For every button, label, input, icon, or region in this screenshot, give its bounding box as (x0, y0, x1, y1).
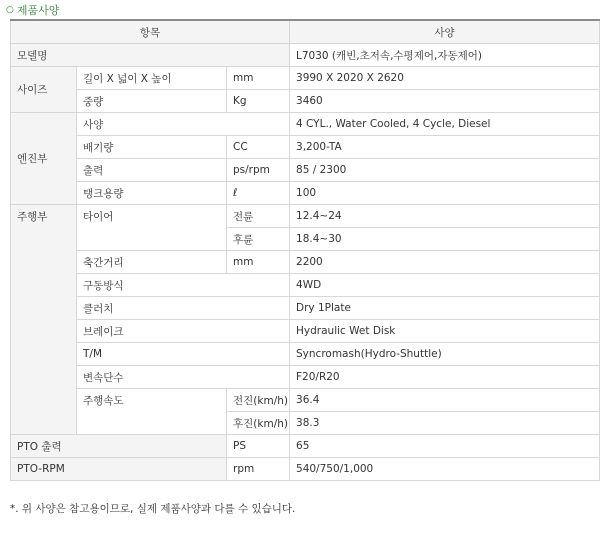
pto-rpm-unit: rpm (227, 458, 290, 481)
disclaimer-note: *. 위 사양은 참고용이므로, 실제 제품사양과 다를 수 있습니다. (10, 503, 296, 515)
section-title (6, 3, 59, 17)
speed-rev-value: 38.3 (290, 412, 600, 435)
table-row (11, 44, 600, 67)
pto-rpm-label: PTO-RPM (11, 458, 227, 481)
weight-label: 중량 (77, 90, 227, 113)
pto-output-label: PTO 출력 (11, 435, 227, 458)
wheelbase-label: 축간거리 (77, 251, 227, 274)
tire-label: 타이어 (77, 205, 227, 251)
output-label: 출력 (77, 159, 227, 182)
tire-front-label: 전륜 (227, 205, 290, 228)
table-row (11, 90, 600, 113)
model-value: L7030 (캐빈,초저속,수평제어,자동제어) (290, 44, 600, 67)
table-row (11, 297, 600, 320)
displacement-label: 배기량 (77, 136, 227, 159)
weight-value: 3460 (290, 90, 600, 113)
table-row (11, 320, 600, 343)
gears-label: 변속단수 (77, 366, 290, 389)
drive-type-label: 구동방식 (77, 274, 290, 297)
table-row (11, 366, 600, 389)
dimensions-value: 3990 X 2020 X 2620 (290, 67, 600, 90)
table-header-row (11, 20, 600, 44)
pto-output-value: 65 (290, 435, 600, 458)
table-row (11, 274, 600, 297)
table-row (11, 205, 600, 228)
engine-group-label: 엔진부 (11, 113, 77, 205)
displacement-unit: CC (227, 136, 290, 159)
table-row (11, 343, 600, 366)
tm-value: Syncromash(Hydro-Shuttle) (290, 343, 600, 366)
table-row (11, 113, 600, 136)
header-spec: 사양 (290, 20, 600, 44)
tm-label: T/M (77, 343, 290, 366)
pto-rpm-value: 540/750/1,000 (290, 458, 600, 481)
tire-rear-value: 18.4~30 (290, 228, 600, 251)
table-row (11, 67, 600, 90)
tank-unit: ℓ (227, 182, 290, 205)
table-row (11, 458, 600, 481)
output-unit: ps/rpm (227, 159, 290, 182)
table-row (11, 389, 600, 412)
size-group-label: 사이즈 (11, 67, 77, 113)
drive-group-label: 주행부 (11, 205, 77, 435)
tank-value: 100 (290, 182, 600, 205)
speed-label: 주행속도 (77, 389, 227, 435)
dimensions-label: 길이 X 넓이 X 높이 (77, 67, 227, 90)
circle-bullet-icon: ○ (6, 4, 14, 15)
engine-spec-label: 사양 (77, 113, 290, 136)
brake-label: 브레이크 (77, 320, 290, 343)
tank-label: 탱크용량 (77, 182, 227, 205)
header-item: 항목 (11, 20, 290, 44)
speed-rev-label: 후진(km/h) (227, 412, 290, 435)
spec-table (10, 19, 600, 481)
speed-fwd-label: 전진(km/h) (227, 389, 290, 412)
section-title-text: 제품사양 (16, 4, 60, 17)
brake-value: Hydraulic Wet Disk (290, 320, 600, 343)
model-label: 모델명 (11, 44, 290, 67)
clutch-label: 클러치 (77, 297, 290, 320)
weight-unit: Kg (227, 90, 290, 113)
clutch-value: Dry 1Plate (290, 297, 600, 320)
displacement-value: 3,200-TA (290, 136, 600, 159)
tire-rear-label: 후륜 (227, 228, 290, 251)
pto-output-unit: PS (227, 435, 290, 458)
speed-fwd-value: 36.4 (290, 389, 600, 412)
gears-value: F20/R20 (290, 366, 600, 389)
dimensions-unit: mm (227, 67, 290, 90)
drive-type-value: 4WD (290, 274, 600, 297)
engine-spec-value: 4 CYL., Water Cooled, 4 Cycle, Diesel (290, 113, 600, 136)
wheelbase-value: 2200 (290, 251, 600, 274)
table-row (11, 136, 600, 159)
table-row (11, 435, 600, 458)
table-row (11, 182, 600, 205)
table-row (11, 159, 600, 182)
output-value: 85 / 2300 (290, 159, 600, 182)
table-row (11, 251, 600, 274)
tire-front-value: 12.4~24 (290, 205, 600, 228)
wheelbase-unit: mm (227, 251, 290, 274)
